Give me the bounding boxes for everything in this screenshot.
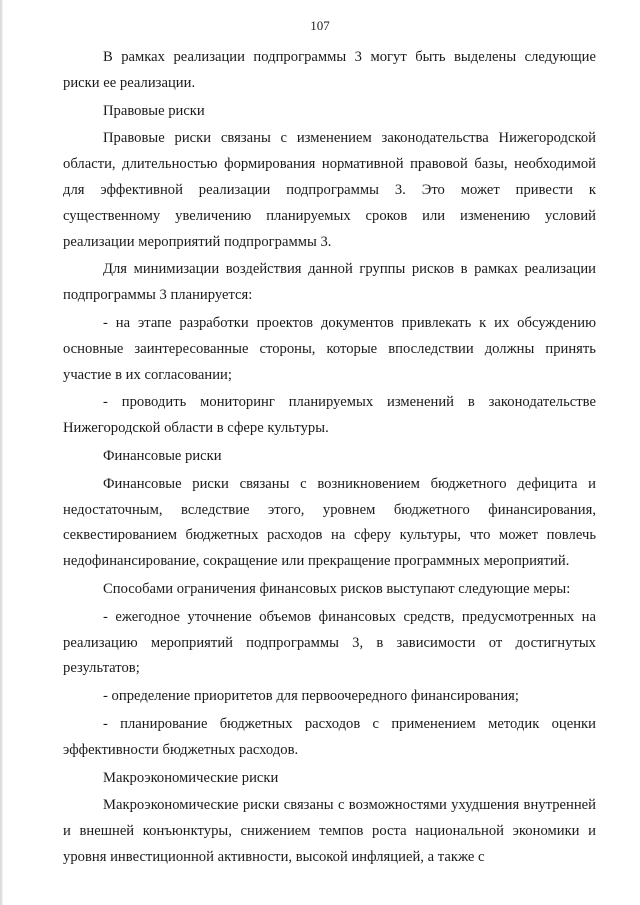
list-item-legal-1: - на этапе разработки проектов документов привлекать к их обсуждению основные заинтересованные стороны, которые впоследствии должны принять участие в их согласовании; bbox=[63, 314, 596, 383]
list-item-financial-1: - ежегодное уточнение объемов финансовых средств, предусмотренных на реализацию мероприятий подпрограммы 3, в зависимости от достигнутых результатов; bbox=[63, 608, 596, 677]
heading-macroeconomic-risks: Макроэкономические риски bbox=[103, 769, 279, 786]
document-body bbox=[63, 45, 596, 873]
scan-edge bbox=[0, 0, 3, 905]
page-number: 107 bbox=[310, 18, 330, 33]
paragraph-financial-measures: Способами ограничения финансовых рисков выступают следующие меры: bbox=[103, 580, 571, 597]
paragraph-macroeconomic-risks: Макроэкономические риски связаны с возможностями ухудшения внутренней и внешней конъюнктуры, снижением темпов роста национальной экономики и уровня инвестиционной активности, высокой инфляцией, а также с bbox=[63, 797, 596, 865]
list-item-legal-2: - проводить мониторинг планируемых изменений в законодательстве Нижегородской области в сфере культуры. bbox=[63, 394, 596, 437]
paragraph-intro: В рамках реализации подпрограммы 3 могут быть выделены следующие риски ее реализации. bbox=[63, 49, 596, 91]
heading-financial-risks: Финансовые риски bbox=[103, 447, 222, 464]
paragraph-financial-risks: Финансовые риски связаны с возникновением бюджетного дефицита и недостаточным, вследствие этого, уровнем бюджетного финансирования, секвестированием бюджетных расходов на сферу культуры, что может повлечь недофинансирование, сокращение или прекращение программных мероприятий. bbox=[63, 475, 596, 570]
heading-legal-risks: Правовые риски bbox=[103, 102, 205, 119]
list-item-financial-2: - определение приоритетов для первоочередного финансирования; bbox=[103, 688, 519, 705]
paragraph-legal-risks: Правовые риски связаны с изменением законодательства Нижегородской области, длительностью формирования нормативной правовой базы, необходимой для эффективной реализации подпрограммы 3. Это может привести к существенному увеличению планируемых сроков или изменению условий реализации мероприятий подпрограммы 3. bbox=[63, 130, 596, 250]
paragraph-legal-minimization: Для минимизации воздействия данной группы рисков в рамках реализации подпрограммы 3 планируется: bbox=[63, 261, 596, 304]
list-item-financial-3: - планирование бюджетных расходов с применением методик оценки эффективности бюджетных расходов. bbox=[63, 715, 596, 758]
